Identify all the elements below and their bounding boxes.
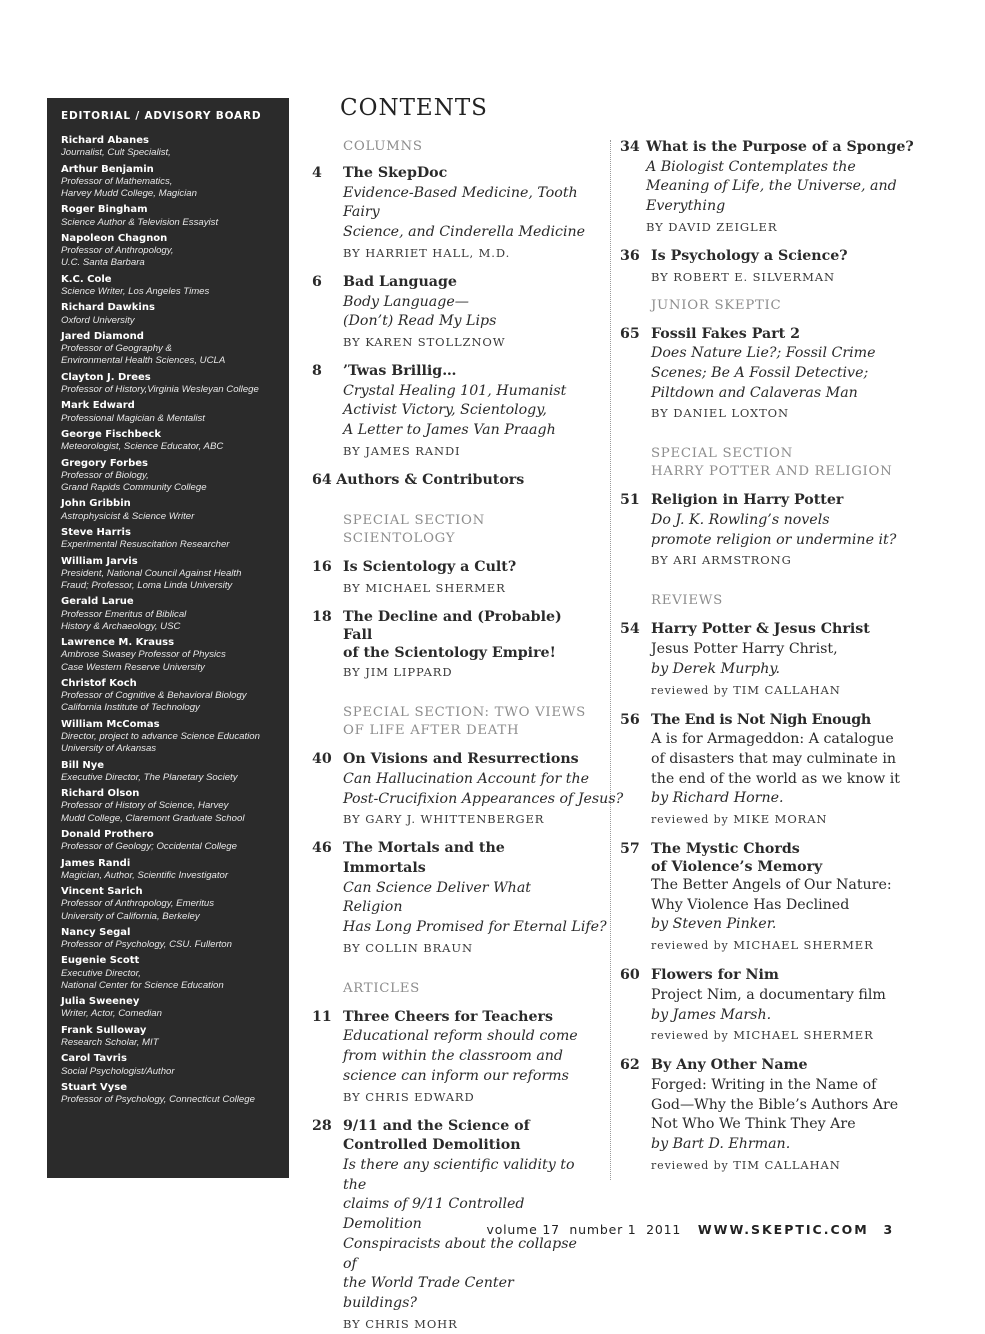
entry-title: The Mortals and the Immortals (343, 840, 505, 876)
board-member-name: Napoleon Chagnon (61, 232, 168, 244)
entry-byline: BY ARI ARMSTRONG (651, 553, 792, 568)
board-member-title-line: Science Author & Television Essayist (61, 216, 219, 228)
board-member-title-line: Professor of Anthropology, (61, 245, 174, 257)
section-heading: HARRY POTTER AND RELIGION (651, 464, 893, 480)
board-member (61, 955, 275, 992)
board-member (61, 331, 275, 368)
entry-subtitle: Everything (646, 198, 726, 215)
board-member (61, 1053, 275, 1077)
entry-subtitle: science can inform our reforms (343, 1067, 569, 1084)
entry-subtitle: A Biologist Contemplates the (646, 158, 856, 175)
board-member-title-line: Meteorologist, Science Educator, ABC (61, 441, 224, 453)
column-divider (610, 140, 611, 1180)
section-heading: SPECIAL SECTION (651, 446, 793, 462)
board-member-name: Lawrence M. Krauss (61, 637, 175, 649)
board-member-title (61, 1066, 275, 1078)
board-member-title-line: President, National Council Against Health (61, 567, 242, 579)
board-member (61, 996, 275, 1020)
board-member-title (61, 568, 275, 592)
page-number: 62 (620, 1057, 640, 1074)
board-member (61, 1082, 275, 1106)
board-member-name: George Fischbeck (61, 428, 161, 440)
board-member-title-line: Experimental Resuscitation Researcher (61, 539, 230, 551)
entry-title: of the Scientology Empire! (343, 645, 556, 662)
board-member (61, 135, 275, 159)
board-member-title-line: Professor of Anthropology, Emeritus (61, 898, 215, 910)
board-member-title (61, 384, 275, 396)
entry-title: Three Cheers for Teachers (343, 1008, 553, 1025)
entry-title: Religion in Harry Potter (651, 492, 844, 509)
section-heading: SCIENTOLOGY (343, 531, 456, 547)
entry-byline: BY COLLIN BRAUN (343, 940, 473, 955)
board-member-title-line: Research Scholar, MIT (61, 1037, 159, 1049)
entry-description: the end of the world as we know it (651, 770, 900, 787)
board-member-title-line: Professor of Geography & (61, 343, 172, 355)
board-member-title (61, 690, 275, 714)
toc-entry[interactable] (312, 839, 607, 958)
board-member-name: Vincent Sarich (61, 886, 143, 898)
board-member-title-line: Astrophysicist & Science Writer (61, 510, 195, 522)
board-member-title (61, 147, 275, 159)
section-heading: REVIEWS (651, 593, 723, 609)
section-heading: SPECIAL SECTION: TWO VIEWS (343, 705, 586, 721)
entry-byline: reviewed by TIM CALLAHAN (651, 682, 841, 697)
entry-subtitle: Is there any scientific validity to the (343, 1156, 575, 1193)
entry-subtitle: Post-Crucifixion Appearances of Jesus? (343, 790, 624, 807)
page-number-footer: 3 (883, 1222, 893, 1237)
page-number: 16 (312, 559, 332, 576)
board-member-title-line: Director, project to advance Science Education (61, 730, 260, 742)
board-member-name: Gerald Larue (61, 596, 134, 608)
board-member-name: William Jarvis (61, 555, 138, 567)
toc-entry[interactable] (620, 1056, 905, 1176)
entry-subtitle: A Letter to James Van Praagh (343, 422, 556, 439)
toc-entry[interactable] (620, 840, 905, 956)
board-member-title-line: Ambrose Swasey Professor of Physics (61, 649, 226, 661)
entry-subtitle: Can Hallucination Account for the (343, 770, 589, 787)
board-member-title (61, 841, 275, 853)
board-member-title (61, 343, 275, 367)
board-member-title (61, 176, 275, 200)
entry-byline: BY HARRIET HALL, M.D. (343, 245, 511, 260)
section-heading: OF LIFE AFTER DEATH (343, 723, 520, 739)
entry-subtitle: Educational reform should come (343, 1028, 578, 1045)
entry-author: by Steven Pinker. (651, 916, 777, 933)
entry-description: Project Nim, a documentary film (651, 986, 886, 1003)
board-member-title-line: California Institute of Technology (61, 702, 200, 714)
board-member (61, 164, 275, 201)
entry-description: A is for Armageddon: A catalogue (651, 731, 894, 748)
entry-title: By Any Other Name (651, 1057, 808, 1074)
toc-entry[interactable] (620, 620, 905, 700)
entry-author: by Derek Murphy. (651, 660, 780, 677)
board-member-name: K.C. Cole (61, 273, 112, 285)
board-member-title (61, 217, 275, 229)
entry-title: The Decline and (Probable) Fall (343, 609, 562, 644)
page-number: 54 (620, 621, 640, 638)
board-member-name: Nancy Segal (61, 926, 131, 938)
entry-byline: BY MICHAEL SHERMER (343, 581, 506, 596)
entry-title: Flowers for Nim (651, 967, 779, 984)
entry-title: Is Scientology a Cult? (343, 559, 517, 576)
board-member-name: Richard Dawkins (61, 302, 155, 314)
board-member-title (61, 245, 275, 269)
board-member-title (61, 511, 275, 523)
board-member-name: Clayton J. Drees (61, 371, 151, 383)
board-member (61, 788, 275, 825)
section-heading: JUNIOR SKEPTIC (651, 297, 782, 313)
entry-title: On Visions and Resurrections (343, 751, 579, 768)
entry-title: Bad Language (343, 273, 457, 290)
entry-subtitle: Scenes; Be A Fossil Detective; (651, 364, 869, 381)
board-member-name: Eugenie Scott (61, 955, 140, 967)
board-member (61, 678, 275, 715)
page-number: 56 (620, 711, 640, 728)
contents-title: CONTENTS (340, 95, 488, 121)
board-member (61, 372, 275, 396)
board-member (61, 302, 275, 326)
board-member-title-line: Harvey Mudd College, Magician (61, 188, 197, 199)
entry-byline: BY DANIEL LOXTON (651, 406, 789, 421)
board-member-name: Carol Tavris (61, 1053, 127, 1065)
section-heading: ARTICLES (343, 980, 420, 996)
board-member (61, 233, 275, 270)
entry-title: The Mystic Chords (651, 841, 800, 858)
board-member-title-line: Professor Emeritus of Biblical (61, 608, 187, 620)
entry-title: The End is Not Nigh Enough (651, 711, 871, 728)
page-number: 46 (312, 840, 332, 857)
board-member-name: Richard Abanes (61, 135, 149, 146)
board-member-list (61, 135, 275, 1106)
board-member-title (61, 968, 275, 992)
board-member (61, 927, 275, 951)
page-number: 4 (312, 165, 322, 181)
board-member-title (61, 1094, 275, 1106)
page-number: 8 (312, 362, 322, 379)
toc-entry[interactable] (312, 164, 592, 263)
entry-description: Jesus Potter Harry Christ, (651, 641, 838, 658)
board-member-name: Gregory Forbes (61, 457, 149, 469)
issue-info: volume 17 number 1 2011 (486, 1222, 682, 1237)
entry-title: of Violence’s Memory (651, 859, 823, 876)
entry-subtitle: Evidence-Based Medicine, Tooth Fairy (343, 184, 578, 221)
entry-subtitle: from within the classroom and (343, 1048, 563, 1065)
entry-subtitle: Does Nature Lie?; Fossil Crime (651, 345, 876, 362)
board-member-title-line: Professor of Cognitive & Behavioral Biology (61, 690, 247, 702)
toc-entry[interactable] (620, 138, 914, 237)
entry-byline: reviewed by TIM CALLAHAN (651, 1157, 841, 1172)
toc-entry[interactable] (312, 750, 624, 829)
board-member-title-line: Professor of History of Science, Harvey (61, 800, 229, 812)
entry-subtitle: Has Long Promised for Eternal Life? (343, 919, 607, 936)
board-member-title (61, 441, 275, 453)
board-member (61, 458, 275, 495)
page-number: 57 (620, 841, 640, 858)
entry-description: Why Violence Has Declined (651, 896, 850, 913)
toc-entry[interactable] (312, 273, 592, 352)
contents-left-column (312, 138, 624, 1334)
board-member-name: Julia Sweeney (61, 996, 140, 1008)
board-member (61, 498, 275, 522)
board-member-name: Mark Edward (61, 400, 135, 412)
entry-byline: BY JAMES RANDI (343, 443, 461, 458)
board-member-name: Steve Harris (61, 526, 131, 538)
board-member-title-line: Fraud; Professor, Loma Linda University (61, 579, 233, 591)
board-member-title-line: Executive Director, (61, 967, 141, 979)
board-member-title-line: University of Arkansas (61, 743, 157, 755)
board-member-name: Jared Diamond (61, 330, 144, 342)
entry-subtitle: Crystal Healing 101, Humanist (343, 382, 567, 399)
board-member (61, 527, 275, 551)
board-member-title-line: Magician, Author, Scientific Investigator (61, 869, 229, 881)
entry-title: Harry Potter & Jesus Christ (651, 621, 870, 638)
entry-title: Controlled Demolition (343, 1137, 521, 1154)
board-member (61, 556, 275, 593)
toc-entry[interactable] (312, 1008, 592, 1107)
entry-byline: BY KAREN STOLLZNOW (343, 334, 506, 349)
board-member-title (61, 1008, 275, 1020)
entry-title: Authors & Contributors (336, 471, 525, 488)
entry-subtitle: promote religion or undermine it? (651, 531, 897, 548)
entry-byline: BY CHRIS EDWARD (343, 1089, 475, 1104)
board-member-title-line: National Center for Science Education (61, 979, 224, 991)
board-member (61, 829, 275, 853)
board-member (61, 204, 275, 228)
entry-description: Forged: Writing in the Name of (651, 1076, 877, 1093)
board-member-title (61, 800, 275, 824)
toc-entry[interactable] (312, 608, 592, 682)
entry-subtitle: Activist Victory, Scientology, (343, 402, 547, 419)
page-number: 65 (620, 325, 640, 342)
toc-entry[interactable] (312, 362, 592, 461)
entry-byline: reviewed by MICHAEL SHERMER (651, 938, 874, 953)
entry-byline: BY ROBERT E. SILVERMAN (651, 269, 835, 284)
board-member-title-line: Science Writer, Los Angeles Times (61, 285, 210, 297)
board-member-name: Christof Koch (61, 677, 137, 689)
board-member-title (61, 286, 275, 298)
board-member-title (61, 413, 275, 425)
page-number: 64 (312, 471, 332, 488)
board-member-title (61, 772, 275, 784)
board-member-title-line: Professional Magician & Mentalist (61, 412, 205, 424)
entry-subtitle: Do J. K. Rowling’s novels (651, 512, 830, 529)
board-member-title-line: Case Western Reserve University (61, 661, 205, 673)
entry-byline: reviewed by MICHAEL SHERMER (651, 1028, 874, 1043)
board-member (61, 760, 275, 784)
board-member-title (61, 870, 275, 882)
board-member-title (61, 609, 275, 633)
board-member (61, 596, 275, 633)
board-member-title-line: Professor of History,Virginia Wesleyan College (61, 383, 259, 395)
board-member-name: William McComas (61, 718, 160, 730)
entry-subtitle: Can Science Deliver What Religion (343, 879, 531, 916)
entry-author: by Richard Horne. (651, 790, 784, 807)
entry-subtitle: Body Language— (343, 293, 469, 310)
board-member-title-line: History & Archaeology, USC (61, 620, 181, 632)
board-member-title-line: Professor of Geology; Occidental College (61, 841, 237, 853)
board-member-title-line: Grand Rapids Community College (61, 481, 207, 493)
board-member (61, 886, 275, 923)
board-member-name: James Randi (61, 857, 131, 869)
board-member-title-line: Professor of Psychology, Connecticut College (61, 1094, 255, 1106)
board-member-title-line: Professor of Mathematics, (61, 175, 173, 187)
entry-subtitle: (Don’t) Read My Lips (343, 313, 497, 330)
entry-description: of disasters that may culminate in (651, 750, 897, 767)
board-member (61, 719, 275, 756)
board-member (61, 400, 275, 424)
toc-entry[interactable] (620, 491, 905, 570)
board-member-name: Richard Olson (61, 788, 140, 800)
page-number: 28 (312, 1117, 332, 1134)
board-title: EDITORIAL / ADVISORY BOARD (61, 110, 262, 122)
board-member-name: Roger Bingham (61, 204, 148, 216)
toc-entry[interactable] (620, 966, 905, 1046)
page-number: 60 (620, 967, 640, 984)
entry-description: Not Who We Think They Are (651, 1116, 856, 1133)
page-number: 11 (312, 1008, 332, 1025)
entry-subtitle: Meaning of Life, the Universe, and (646, 178, 897, 195)
page-number: 34 (620, 139, 640, 155)
board-member-name: Stuart Vyse (61, 1082, 128, 1094)
entry-subtitle: Science, and Cinderella Medicine (343, 224, 586, 241)
entry-byline: BY CHRIS MOHR (343, 1316, 458, 1331)
board-member-title-line: U.C. Santa Barbara (61, 257, 145, 269)
board-member (61, 637, 275, 674)
section-heading: SPECIAL SECTION (343, 513, 485, 529)
board-member (61, 1025, 275, 1049)
section-heading: COLUMNS (343, 139, 423, 154)
board-member-title-line: University of California, Berkeley (61, 910, 200, 922)
page-number: 6 (312, 273, 322, 290)
board-member-title-line: Environmental Health Sciences, UCLA (61, 355, 226, 367)
board-member-title-line: Professor of Biology, (61, 469, 149, 481)
entry-title: 9/11 and the Science of (343, 1117, 530, 1134)
page-number: 36 (620, 247, 640, 264)
entry-byline: BY GARY J. WHITTENBERGER (343, 812, 545, 827)
board-member-title (61, 539, 275, 551)
entry-subtitle: the World Trade Center buildings? (343, 1275, 514, 1311)
board-member (61, 429, 275, 453)
page-number: 40 (312, 751, 332, 768)
entry-title: ’Twas Brillig… (343, 362, 457, 379)
board-member-title-line: Oxford University (61, 314, 135, 326)
entry-byline: reviewed by MIKE MORAN (651, 812, 828, 827)
board-member-name: Arthur Benjamin (61, 163, 154, 175)
entry-byline: BY JIM LIPPARD (343, 665, 453, 680)
entry-title: Fossil Fakes Part 2 (651, 325, 801, 342)
toc-entry[interactable] (312, 558, 592, 598)
entry-subtitle: claims of 9/11 Controlled Demolition (343, 1196, 525, 1233)
board-member (61, 274, 275, 298)
toc-entry[interactable] (620, 325, 905, 424)
entry-title: What is the Purpose of a Sponge? (646, 139, 914, 155)
board-member-title-line: Mudd College, Claremont Graduate School (61, 812, 245, 824)
board-member (61, 858, 275, 882)
board-member-title-line: Journalist, Cult Specialist, (61, 147, 171, 159)
entry-author: by Bart D. Ehrman. (651, 1136, 791, 1153)
entry-title: Is Psychology a Science? (651, 247, 848, 264)
board-member-title (61, 315, 275, 327)
entry-subtitle: Piltdown and Calaveras Man (651, 384, 858, 401)
board-member-name: Frank Sulloway (61, 1024, 147, 1036)
board-member-title (61, 939, 275, 951)
board-member-name: John Gribbin (61, 498, 131, 510)
board-member-title (61, 470, 275, 494)
entry-author: by James Marsh. (651, 1006, 772, 1023)
website-link[interactable]: WWW.SKEPTIC.COM (697, 1222, 869, 1237)
toc-entry[interactable] (620, 711, 905, 831)
entry-description: God—Why the Bible’s Authors Are (651, 1096, 899, 1113)
board-member-title-line: Social Psychologist/Author (61, 1065, 175, 1077)
entry-subtitle: Conspiracists about the collapse of (343, 1235, 577, 1272)
board-member-title-line: Professor of Psychology, CSU. Fullerton (61, 939, 232, 951)
page-footer (487, 1222, 894, 1237)
board-member-name: Donald Prothero (61, 828, 154, 840)
board-member-title (61, 898, 275, 922)
board-member-title (61, 649, 275, 673)
entry-byline: BY DAVID ZEIGLER (646, 219, 778, 234)
editorial-board-panel (47, 98, 289, 1178)
contents-right-column (620, 138, 914, 1176)
entry-title: The SkepDoc (343, 165, 448, 181)
board-member-name: Bill Nye (61, 759, 105, 771)
toc-entry[interactable] (620, 247, 905, 287)
board-member-title (61, 731, 275, 755)
toc-entry[interactable] (312, 471, 592, 491)
board-member-title-line: Writer, Actor, Comedian (61, 1008, 162, 1020)
page-number: 18 (312, 609, 332, 626)
board-member-title (61, 1037, 275, 1049)
page-number: 51 (620, 492, 640, 509)
entry-description: The Better Angels of Our Nature: (651, 877, 892, 894)
board-member-title-line: Executive Director, The Planetary Society (61, 771, 238, 783)
